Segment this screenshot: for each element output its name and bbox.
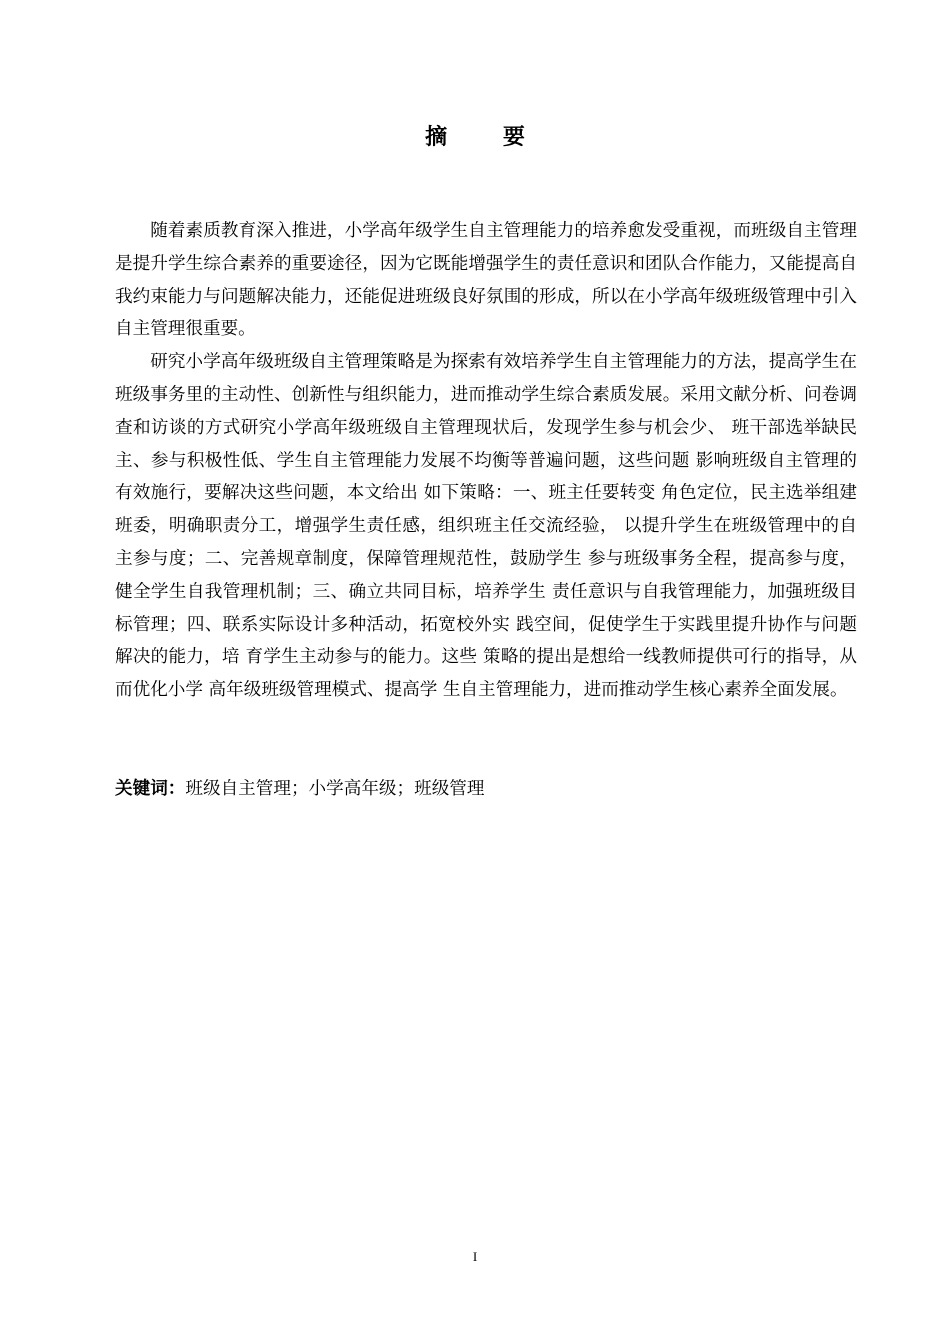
abstract-paragraph-1: 随着素质教育深入推进，小学高年级学生自主管理能力的培养愈发受重视，而班级自主管理是提升学生综合素养的重要途径，因为它既能增强学生的责任意识和团队合作能力，又能提高自我约束能力与问题解决能力，还能促进班级良好氛围的形成，所以在小学高年级班级管理中引入自主管理很重要。	[115, 221, 857, 340]
page-number: I	[472, 1249, 478, 1264]
abstract-paragraph-2: 研究小学高年级班级自主管理策略是为探索有效培养学生自主管理能力的方法，提高学生在班级事务里的主动性、创新性与组织能力，进而推动学生综合素质发展。采用文献分析、问卷调查和访谈的方式研究小学高年级班级自主管理现状后，发现学生参与机会少、 班干部选举缺民主、参与积极性低、学生自主管理能力发展不均衡等普遍问题，这些问题 影响班级自主管理的有效施行，要解决这些问题，本文给出 如下策略：一、班主任要转变 角色定位，民主选举组建班委，明确职责分工，增强学生责任感，组织班主任交流经验， 以提升学生在班级管理中的自主参与度；二、完善规章制度，保障管理规范性，鼓励学生 参与班级事务全程，提高参与度，健全学生自我管理机制；三、确立共同目标，培养学生 责任意识与自我管理能力，加强班级目标管理；四、联系实际设计多种活动，拓宽校外实 践空间，促使学生于实践里提升协作与问题解决的能力，培 育学生主动参与的能力。这些 策略的提出是想给一线教师提供可行的指导，从而优化小学 高年级班级管理模式、提高学 生自主管理能力，进而推动学生核心素养全面发展。	[115, 352, 857, 701]
keywords-line	[115, 773, 857, 805]
keywords-value: 班级自主管理；小学高年级；班级管理	[185, 779, 485, 799]
abstract-body	[115, 215, 857, 707]
page-title: 摘 要	[425, 125, 549, 150]
keywords-label: 关键词：	[115, 779, 186, 799]
